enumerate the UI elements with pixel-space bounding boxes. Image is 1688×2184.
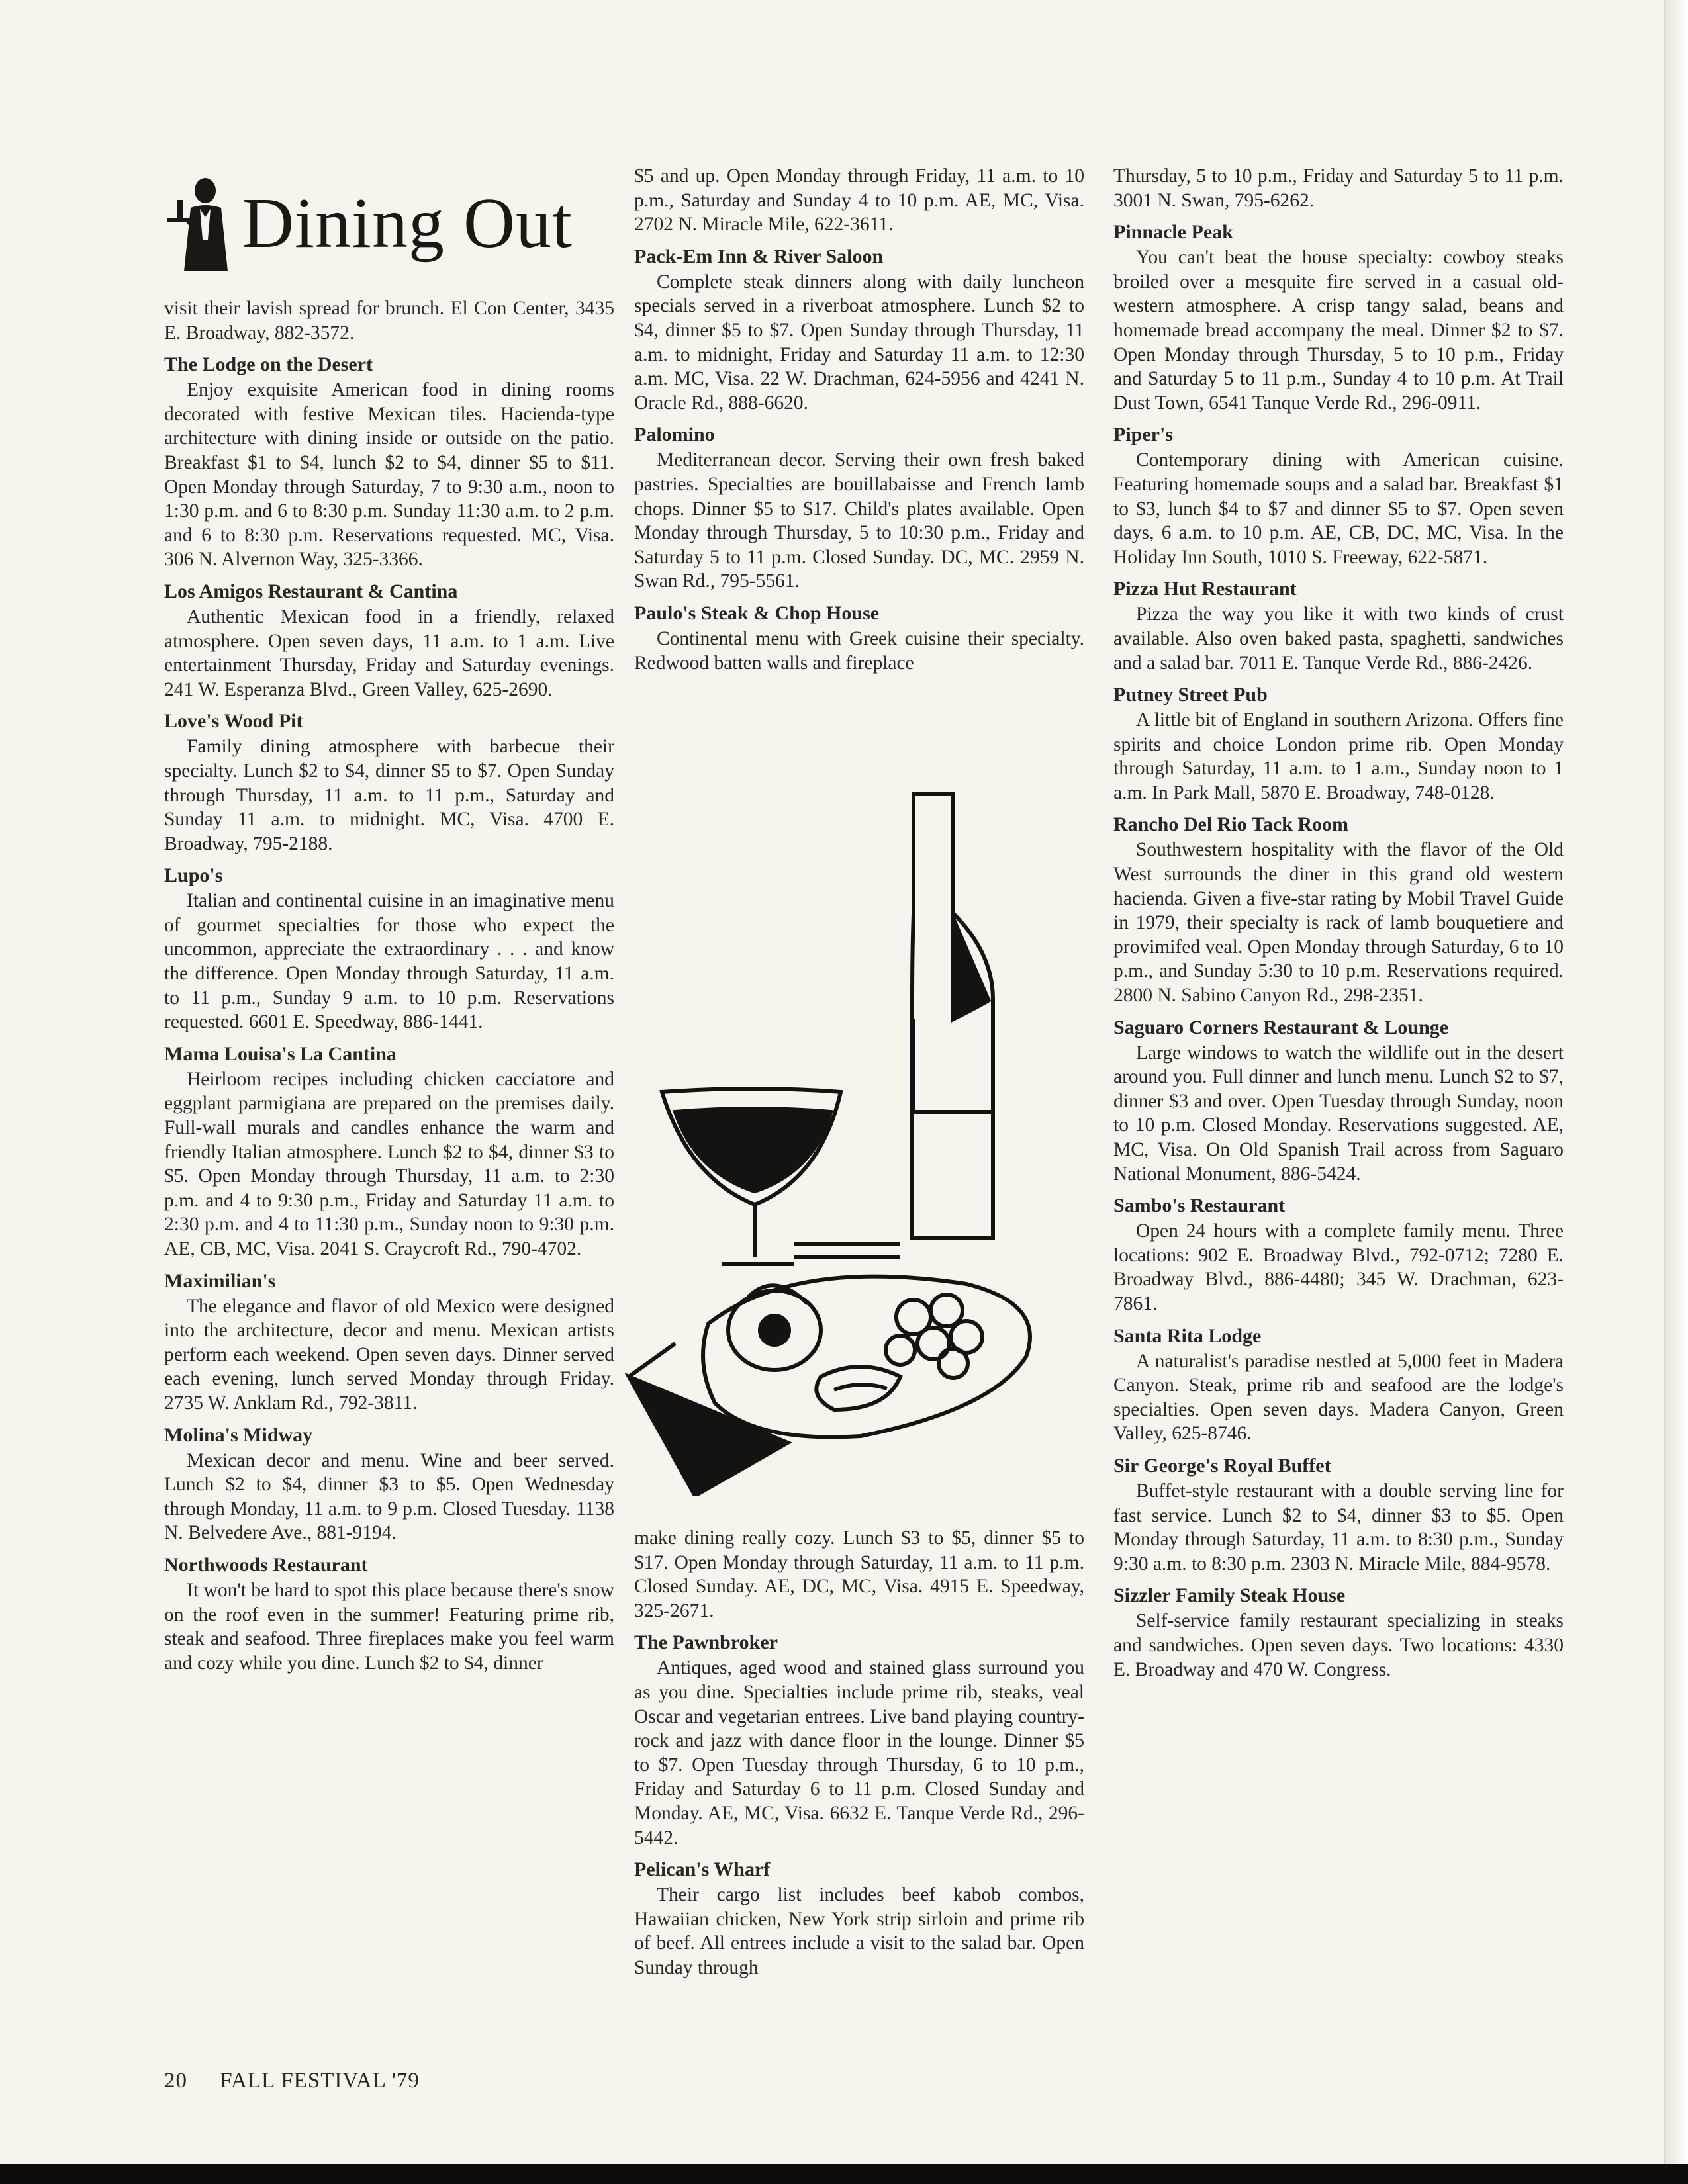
- restaurant-description: It won't be hard to spot this place because there's snow on the roof even in the summer! Featuring prime rib, steak and seafood. Three fireplaces make you feel warm and cozy while you dine. Lunch $2 to $4, dinner: [164, 1579, 614, 1674]
- restaurant-listing: [164, 1269, 614, 1416]
- restaurant-name: Sambo's Restaurant: [1113, 1195, 1286, 1217]
- restaurant-listing: [1113, 1454, 1564, 1576]
- restaurant-listing: [164, 864, 614, 1034]
- restaurant-description: Enjoy exquisite American food in dining rooms decorated with festive Mexican tiles. Hacienda-type architecture with dining inside or outside on the patio. Breakfast $1 to $4, lunch $2 to $4, dinner $5 to $11. Open Monday through Saturday, 7 to 9:30 a.m., noon to 1:30 p.m. and 6 to 8:30 p.m. Sunday 11:30 a.m. to 2 p.m. and 6 to 8:30 p.m. Reservations requested. MC, Visa. 306 N. Alvernon Way, 325-3366.: [164, 379, 614, 570]
- restaurant-name: Putney Street Pub: [1113, 684, 1268, 706]
- restaurant-description: You can't beat the house specialty: cowboy steaks broiled over a mesquite fire served in a casual old-western atmosphere. A crisp tangy salad, beans and homemade bread accompany the meal. Dinner $2 to $7. Open Monday through Thursday, 5 to 10 p.m., Friday and Saturday 5 to 11 p.m., Sunday 4 to 10 p.m. At Trail Dust Town, 6541 Tanque Verde Rd., 296-0911.: [1113, 247, 1564, 414]
- restaurant-listing: [164, 1042, 614, 1261]
- restaurant-description: A little bit of England in southern Arizona. Offers fine spirits and choice London prime rib. Open Monday through Saturday, 11 a.m. to 1 a.m., Sunday noon to 1 a.m. In Park Mall, 5870 E. Broadway, 748-0128.: [1113, 709, 1564, 803]
- restaurant-description: Pizza the way you like it with two kinds of crust available. Also oven baked pasta, spaghetti, sandwiches and a salad bar. 7011 E. Tanque Verde Rd., 886-2426.: [1113, 604, 1564, 674]
- restaurant-description: Family dining atmosphere with barbecue their specialty. Lunch $2 to $4, dinner $5 to $7. Open Sunday through Thursday, 11 a.m. to 11 p.m., Saturday and Sunday 11 a.m. to midnight. MC, Visa. 4700 E. Broadway, 795-2188.: [164, 736, 614, 854]
- restaurant-listing: [1113, 1194, 1564, 1316]
- column-3: [1113, 164, 1564, 1690]
- restaurant-name: Love's Wood Pit: [164, 710, 303, 733]
- restaurant-description: Mediterranean decor. Serving their own fresh baked pastries. Specialties are bouillabaisse and French lamb chops. Dinner $5 to $17. Child's plates available. Open Monday through Thursday, 5 to 10:30 p.m., Friday and Saturday 5 to 11 p.m. Closed Sunday. DC, MC. 2959 N. Swan Rd., 795-5561.: [634, 449, 1084, 592]
- masthead: [164, 173, 588, 279]
- restaurant-description: Continental menu with Greek cuisine their specialty. Redwood batten walls and fireplace: [634, 627, 1084, 674]
- wine-bottle-glass-platter-illustration: [622, 781, 1086, 1496]
- restaurant-listing: [1113, 577, 1564, 675]
- restaurant-name: Pizza Hut Restaurant: [1113, 578, 1297, 600]
- page-footer: [164, 2069, 420, 2093]
- restaurant-listing: [164, 1424, 614, 1545]
- restaurant-listing: [634, 423, 1084, 594]
- restaurant-description: Mexican decor and menu. Wine and beer served. Lunch $2 to $4, dinner $3 to $5. Open Wednesday through Monday, 11 a.m. to 9 p.m. Closed Tuesday. 1138 N. Belvedere Ave., 881-9194.: [164, 1449, 614, 1544]
- restaurant-name: Paulo's Steak & Chop House: [634, 602, 880, 624]
- restaurant-listing: [164, 1553, 614, 1675]
- restaurant-description: Antiques, aged wood and stained glass surround you as you dine. Specialties include prime rib, steaks, veal Oscar and vegetarian entrees. Live band playing country-rock and jazz with dance floor in the lounge. Dinner $5 to $7. Open Tuesday through Thursday, 6 to 10 p.m., Friday and Saturday 6 to 11 p.m. Closed Sunday and Monday. AE, MC, Visa. 6632 E. Tanque Verde Rd., 296-5442.: [634, 1657, 1084, 1848]
- restaurant-listing: [1113, 423, 1564, 569]
- restaurant-listing: [1113, 1324, 1564, 1446]
- restaurant-description: Buffet-style restaurant with a double serving line for fast service. Lunch $2 to $4, dinner $3 to $5. Open Monday through Saturday, 11 a.m. to 8:30 p.m., Sunday 9:30 a.m. to 8:30 p.m. 2303 N. Miracle Mile, 884-9578.: [1113, 1480, 1564, 1574]
- restaurant-listing: [1113, 220, 1564, 415]
- restaurant-listing: [1113, 1584, 1564, 1682]
- restaurant-name: Sizzler Family Steak House: [1113, 1584, 1346, 1607]
- restaurant-listing: [164, 580, 614, 702]
- restaurant-description: A naturalist's paradise nestled at 5,000 feet in Madera Canyon. Steak, prime rib and seafood are the lodge's specialties. Open seven days. Madera Canyon, Green Valley, 625-8746.: [1113, 1350, 1564, 1445]
- restaurant-listing: [634, 602, 1084, 675]
- restaurant-description: Southwestern hospitality with the flavor of the Old West surrounds the diner in this grand old western hacienda. Given a five-star rating by Mobil Travel Guide in 1979, their specialty is rack of lamb bouquetiere and provimifed veal. Open Monday through Saturday, 6 to 10 p.m., and Sunday 5:30 to 10 p.m. Reservations required. 2800 N. Sabino Canyon Rd., 298-2351.: [1113, 839, 1564, 1007]
- restaurant-listing: [164, 709, 614, 856]
- restaurant-listing: [1113, 813, 1564, 1007]
- restaurant-listing: [1113, 1016, 1564, 1187]
- publication-name: FALL FESTIVAL '79: [220, 2069, 420, 2093]
- page-title: Dining Out: [242, 184, 573, 263]
- continued-text: Thursday, 5 to 10 p.m., Friday and Saturday 5 to 11 p.m. 3001 N. Swan, 795-6262.: [1113, 165, 1564, 211]
- page-number: 20: [164, 2069, 187, 2093]
- restaurant-name: Mama Louisa's La Cantina: [164, 1042, 397, 1065]
- restaurant-listing: [164, 353, 614, 572]
- restaurant-description: Complete steak dinners along with daily luncheon specials served in a riverboat atmosphere. Lunch $2 to $4, dinner $5 to $7. Open Sunday through Thursday, 11 a.m. to midnight, Friday and Saturday 11 a.m. to 12:30 a.m. MC, Visa. 22 W. Drachman, 624-5956 and 4241 N. Oracle Rd., 888-6620.: [634, 271, 1084, 414]
- column-2: [634, 164, 1084, 683]
- restaurant-description: Open 24 hours with a complete family menu. Three locations: 902 E. Broadway Blvd., 792-0712; 7280 E. Broadway Blvd., 886-4480; 345 W. Drachman, 623-7861.: [1113, 1220, 1564, 1314]
- restaurant-name: Santa Rita Lodge: [1113, 1324, 1262, 1347]
- restaurant-description: Italian and continental cuisine in an imaginative menu of gourmet specialties for those who expect the uncommon, appreciate the extraordinary . . . and know the difference. Open Monday through Saturday, 11 a.m. to 11 p.m., Sunday 9 a.m. to 10 p.m. Reservations requested. 6601 E. Speedway, 886-1441.: [164, 890, 614, 1033]
- bottom-bar: [0, 2164, 1688, 2184]
- restaurant-name: Pelican's Wharf: [634, 1858, 771, 1881]
- column-2-lower: [634, 1526, 1084, 1988]
- restaurant-description: Self-service family restaurant specializing in steaks and sandwiches. Open seven days. Two locations: 4330 E. Broadway and 470 W. Congress.: [1113, 1610, 1564, 1680]
- restaurant-description: Their cargo list includes beef kabob combos, Hawaiian chicken, New York strip sirloin and prime rib of beef. All entrees include a visit to the salad bar. Open Sunday through: [634, 1884, 1084, 1978]
- restaurant-name: Pack-Em Inn & River Saloon: [634, 245, 884, 267]
- continued-text: make dining really cozy. Lunch $3 to $5, dinner $5 to $17. Open Monday through Saturday, 11 a.m. to 11 p.m. Closed Sunday. AE, DC, MC, Visa. 4915 E. Speedway, 325-2671.: [634, 1527, 1084, 1621]
- restaurant-name: Piper's: [1113, 424, 1173, 446]
- restaurant-description: Authentic Mexican food in a friendly, relaxed atmosphere. Open seven days, 11 a.m. to 1 a.m. Live entertainment Thursday, Friday and Saturday evenings. 241 W. Esperanza Blvd., Green Valley, 625-2690.: [164, 606, 614, 700]
- restaurant-name: Pinnacle Peak: [1113, 221, 1233, 244]
- restaurant-listing: [634, 1858, 1084, 1979]
- restaurant-name: Rancho Del Rio Tack Room: [1113, 813, 1349, 836]
- waiter-icon: [164, 173, 242, 273]
- restaurant-name: Palomino: [634, 424, 715, 446]
- column-1: [164, 296, 614, 1683]
- restaurant-listing: [634, 245, 1084, 416]
- restaurant-name: Molina's Midway: [164, 1424, 313, 1446]
- restaurant-name: The Pawnbroker: [634, 1631, 778, 1654]
- restaurant-name: Saguaro Corners Restaurant & Lounge: [1113, 1016, 1449, 1038]
- page-edge: [1664, 0, 1688, 2184]
- restaurant-description: The elegance and flavor of old Mexico were designed into the architecture, decor and menu. Mexican artists perform each weekend. Open seven days. Dinner served each evening, lunch served Monday through Friday. 2735 W. Anklam Rd., 792-3811.: [164, 1295, 614, 1414]
- restaurant-name: Los Amigos Restaurant & Cantina: [164, 580, 458, 602]
- restaurant-description: Large windows to watch the wildlife out in the desert around you. Full dinner and lunch menu. Lunch $2 to $7, dinner $3 and over. Open Tuesday through Sunday, noon to 10 p.m. Closed Monday. Reservations suggested. AE, MC, Visa. On Old Spanish Trail across from Saguaro National Monument, 886-5424.: [1113, 1042, 1564, 1185]
- restaurant-name: Maximilian's: [164, 1269, 276, 1292]
- restaurant-description: Contemporary dining with American cuisine. Featuring homemade soups and a salad bar. Breakfast $1 to $3, lunch $4 to $7 and dinner $5 to $7. Open seven days, 6 a.m. to 10 p.m. AE, CB, DC, MC, Visa. In the Holiday Inn South, 1010 S. Freeway, 622-5871.: [1113, 449, 1564, 568]
- restaurant-listing: [1113, 683, 1564, 805]
- restaurant-description: Heirloom recipes including chicken cacciatore and eggplant parmigiana are prepared on the premises daily. Full-wall murals and candles enhance the warm and friendly Italian atmosphere. Lunch $2 to $4, dinner $3 to $5. Open Monday through Thursday, 11 a.m. to 2:30 p.m. and 4 to 9:30 p.m., Friday and Saturday 11 a.m. to 2:30 p.m. and 4 to 11:30 p.m., Sunday noon to 9:30 p.m. AE, CB, MC, Visa. 2041 S. Craycroft Rd., 790-4702.: [164, 1068, 614, 1259]
- restaurant-name: The Lodge on the Desert: [164, 353, 373, 376]
- continued-text: visit their lavish spread for brunch. El Con Center, 3435 E. Broadway, 882-3572.: [164, 298, 614, 343]
- restaurant-listing: [634, 1631, 1084, 1850]
- restaurant-name: Lupo's: [164, 864, 223, 887]
- restaurant-name: Northwoods Restaurant: [164, 1553, 368, 1576]
- continued-text: $5 and up. Open Monday through Friday, 11 a.m. to 10 p.m., Saturday and Sunday 4 to 10 p.m. AE, MC, Visa. 2702 N. Miracle Mile, 622-3611.: [634, 165, 1084, 236]
- restaurant-name: Sir George's Royal Buffet: [1113, 1454, 1331, 1477]
